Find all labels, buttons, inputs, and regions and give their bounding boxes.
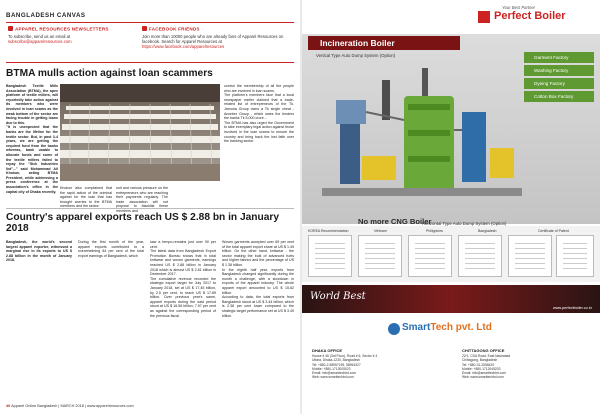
certificate-3 bbox=[408, 235, 452, 277]
world-best-url[interactable]: www.perfectboiler.co.kr bbox=[552, 306, 592, 310]
section-title: BANGLADESH CANVAS bbox=[6, 12, 86, 19]
footer-issue: MARCH 2018 bbox=[60, 404, 84, 408]
page-number: 40 bbox=[6, 404, 11, 408]
right-page-ad bbox=[302, 0, 600, 414]
ctg-office-title: CHITTAGONG OFFICE bbox=[462, 348, 505, 353]
article2-col2: During the first month of the year, apparel exports contributed to a overwhelming 84 per cent of the total export earnings of Bangladesh, which bbox=[78, 240, 144, 258]
article1-col4: control the membership of all the people who are involved in loan scams. The platform's members face that a local newspaper earlier claimed that a trade-related list of entrepreneurs of the Tk. Jamuna Group owns a Tk single cheat - Anontex Group - which owes the lenders the banks Tk 5,000 crore... The BTMA has also urged the Government to take exemplary legal action against those involved in the loan scams to ensure the country and bring back the lost faith over the banking sector. bbox=[224, 84, 294, 144]
facebook-text: Join more than 10000 people who are already fans of Apparel Resources on facebook. Search for Apparel Resources at bbox=[142, 33, 284, 44]
certificate-5 bbox=[508, 235, 552, 277]
certificate-6 bbox=[556, 235, 594, 277]
ctg-office-text: 22/1, CDA Road, East Nasirabad Chittagong, Bangladesh Tel: +880-31-2558420 Mobile: +880-1712045203 Email: info@smarttechbd.com Web: www.smarttechbd.com bbox=[462, 354, 511, 380]
article1-headline: BTMA mulls action against loan scammers bbox=[6, 68, 213, 79]
smarttech-logo bbox=[402, 322, 492, 333]
facebook-box bbox=[142, 26, 294, 62]
certificate-1 bbox=[308, 235, 352, 277]
menu-cotton-box-factory[interactable]: Cotton Box Factory bbox=[524, 91, 594, 102]
newsletter-text: To subscribe, send us an email at bbox=[8, 33, 71, 39]
footer-mag: Apparel Online Bangladesh bbox=[11, 404, 58, 408]
article2-col1: Bangladesh, the world's second largest apparel exporter, witnessed a marginal rise in its exports to US $ 2.88 billion in the month of January 2018. bbox=[6, 240, 72, 263]
region-philippines: Philippines bbox=[426, 229, 443, 233]
article2-col3: saw a tempo-remains just over 90 per cent. The latest data from Bangladesh Export Promotion Bureau shows that in total knitwear and woven garments, earnings reached US $ 2.88 billion in January 2018 which is almost US $ 2.81 billion in December 2017. The cumulative revenue recorded the strategic export target for July 2017 to January 2018, set at US $ 17.45 billion, by 2.5 per cent, to reach US $ 17.89 billion. Over previous year's same, apparel exports during the said period stood at US $ 16.56 billion, 7.97 per cent as against the corresponding period of the previous fiscal. bbox=[150, 240, 216, 318]
ad-subtitle: Vertical Type Auto Dump System (Option) bbox=[316, 53, 396, 58]
article1-col2: Khokon also complained that the rapid action of the criminal against for the loan that has brought worries to the BTMA members and the sector. bbox=[60, 186, 112, 209]
divider-top bbox=[6, 62, 294, 63]
ad-brand: Perfect Boiler bbox=[494, 10, 566, 22]
region-patent: Certificate of Patent bbox=[538, 229, 569, 233]
menu-garment-factory[interactable]: Garment Factory bbox=[524, 52, 594, 63]
facebook-icon bbox=[142, 26, 147, 31]
article2-headline: Country's apparel exports reach US $ 2.88 bn in January 2018 bbox=[6, 212, 280, 234]
newsletter-title: APPAREL RESOURCES NEWSLETTERS bbox=[15, 26, 109, 32]
ad-header bbox=[302, 0, 600, 34]
article2-col4: Woven garments accepted over 69 per cent of the total apparel export share at US $ 1.49 billion. On the other hand, knitwear - the sector making the bulk of advanced fuels and higher fabrics and the percentage of US $ 1.38 billion. In the eighth half year, exports from Bangladesh changed significantly during the month a challenge, with a slowdown in exports of the apparel industry. The whole apparel export amounted to US $ 15.82 billion. According to data, the total exports from Bangladesh stood at US $ 3.44 billion, which is 2.38 per cent lower compared to the strategic target performance set at US $ 3.49 billion. bbox=[222, 240, 294, 318]
certificate-2 bbox=[358, 235, 402, 277]
ad-subtitle2: Horizontal Type Auto Dump System (Option) bbox=[422, 221, 507, 226]
smarttech-tech: Tech pvt. Ltd bbox=[430, 322, 492, 333]
world-best-text: World Best bbox=[310, 291, 366, 302]
section-rule bbox=[6, 22, 294, 23]
article1-text-col1-wrap bbox=[6, 84, 58, 194]
ad-title: Incineration Boiler bbox=[320, 38, 395, 48]
newsletter-box bbox=[8, 26, 138, 62]
ad-tagline: Your Best Partner bbox=[502, 5, 536, 10]
spinning-mill-photo bbox=[60, 84, 220, 181]
perfect-boiler-logo-icon bbox=[478, 11, 490, 23]
region-korea: KOREA Recommendation bbox=[308, 229, 349, 233]
region-bangladesh: Bangladesh bbox=[478, 229, 497, 233]
article1-col1: Bangladesh Textile Mills Association (BTMA), the apex platform of textile millers, will reportedly take action against its members who were involved in loan scams as the weak bottom of the sector are facing trouble in getting loans due to this. "It is unexpected that the banks are the lifeline for the textile sector. But, in past 3-4 years, we are getting the required fund from the banks whereas, bank unable to allocate funds and some of the textile millers failed to repay the "Sick Industries list"..." said Mohammad Ali Khokon, acting BTMA President, while addressing a press conference at the association's office in the capital city of Dhaka recently. bbox=[6, 84, 58, 194]
dhaka-office-text: House # 46 (3rd Floor), Road # 6, Sector # 4 Uttara, Dhaka-1230, Bangladesh Tel: +880-2-58957195, 58954327 Mobile: +880-1713005023 Email: info@smarttechbd.com Web: www.smarttechbd.com bbox=[312, 354, 378, 380]
newsletter-email[interactable]: subscribe@apparelresources.com bbox=[8, 38, 72, 44]
smarttech-logo-icon bbox=[388, 323, 400, 335]
menu-washing-factory[interactable]: Washing Factory bbox=[524, 65, 594, 76]
article1-col3: unit and various pressure on the entrepreneurs who are reaching their payments regularly. The trade association will not propose to blacklist these members and bbox=[116, 186, 168, 213]
facebook-title: FACEBOOK FRIENDS bbox=[149, 26, 200, 32]
dhaka-office-title: DHAKA OFFICE bbox=[312, 348, 343, 353]
newsletter-icon bbox=[8, 26, 13, 31]
certificate-4 bbox=[458, 235, 502, 277]
region-vietnam: Vietnam bbox=[374, 229, 387, 233]
menu-dyeing-factory[interactable]: Dyeing Factory bbox=[524, 78, 594, 89]
page-footer: 40 Apparel Online Bangladesh | MARCH 2018 | www.apparelresources.com bbox=[6, 404, 134, 408]
no-cng-slogan: No more CNG Boiler bbox=[358, 217, 432, 226]
boiler-illustration bbox=[322, 60, 522, 215]
smarttech-smart: Smart bbox=[402, 322, 431, 333]
footer-site[interactable]: www.apparelresources.com bbox=[86, 404, 134, 408]
facebook-url[interactable]: https://www.facebook.com/apparelresources bbox=[142, 44, 225, 50]
divider-mid bbox=[6, 208, 294, 209]
